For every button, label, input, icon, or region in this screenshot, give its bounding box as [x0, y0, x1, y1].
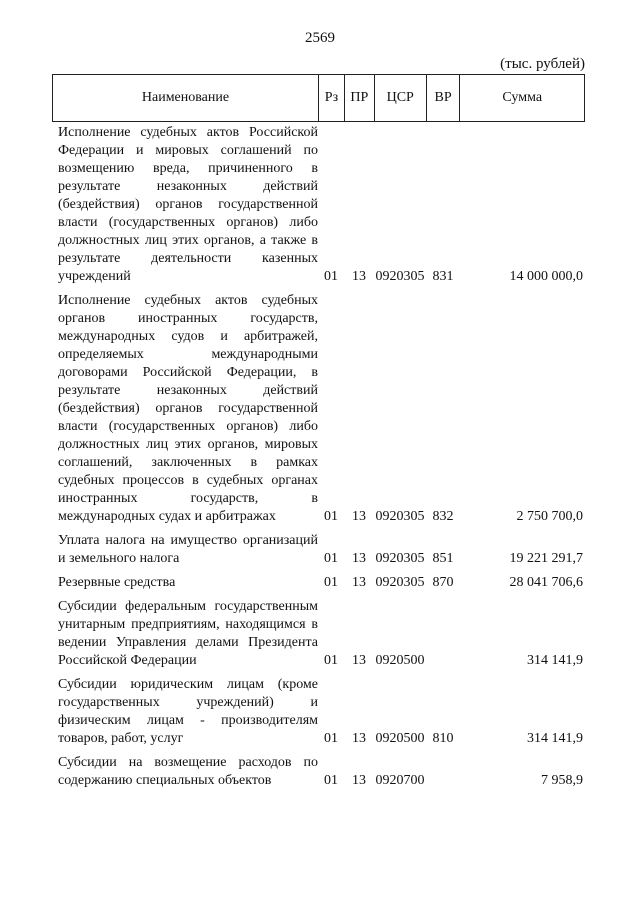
table-row — [52, 676, 585, 748]
row-name: Резервные средства — [58, 575, 176, 590]
row-rz: 01 — [324, 269, 338, 284]
row-pr: 13 — [352, 575, 366, 590]
row-rz: 01 — [324, 773, 338, 788]
table-row — [52, 124, 585, 286]
row-vr: 810 — [432, 731, 454, 746]
row-csr: 0920700 — [375, 773, 425, 788]
table-row — [52, 754, 585, 790]
header-rz: Рз — [318, 75, 344, 121]
row-pr: 13 — [352, 653, 366, 668]
row-vr: 870 — [432, 575, 454, 590]
row-rz: 01 — [324, 575, 338, 590]
row-sum: 28 041 706,6 — [509, 575, 583, 590]
row-sum: 314 141,9 — [527, 731, 583, 746]
table-row — [52, 532, 585, 568]
row-rz: 01 — [324, 509, 338, 524]
row-pr: 13 — [352, 731, 366, 746]
row-vr: 832 — [432, 509, 454, 524]
row-csr: 0920305 — [375, 269, 425, 284]
row-csr: 0920500 — [375, 653, 425, 668]
row-sum: 7 958,9 — [541, 773, 583, 788]
table-header — [52, 74, 585, 122]
table-row — [52, 574, 585, 592]
header-sum: Сумма — [459, 75, 584, 121]
row-csr: 0920305 — [375, 509, 425, 524]
table-row — [52, 598, 585, 670]
row-name: Исполнение судебных актов Российской Федерации и мировых соглашений по возмещению вреда, причиненного в результате незаконных действий (бездействия) органов государственной власти (государственных органов) либо должностных лиц этих органов, а также в результате деятельности казенных учреждений — [58, 125, 318, 284]
header-csr: ЦСР — [374, 75, 426, 121]
row-vr: 831 — [432, 269, 454, 284]
row-pr: 13 — [352, 551, 366, 566]
row-name: Субсидии юридическим лицам (кроме государственных учреждений) и физическим лицам - производителям товаров, работ, услуг — [58, 677, 318, 746]
row-rz: 01 — [324, 653, 338, 668]
row-name: Исполнение судебных актов судебных органов иностранных государств, международных судов и арбитражей, определяемых международными договорами Российской Федерации, в результате незаконных действий (бездействия) органов государственной власти (государственных органов) либо должностных лиц этих органов, мировых соглашений, заключенных в рамках судебных процессов в судебных органах иностранных государств, в международных судах и арбитражах — [58, 293, 318, 524]
table-row — [52, 292, 585, 526]
header-name: Наименование — [141, 90, 230, 105]
header-vr: ВР — [426, 75, 460, 121]
row-rz: 01 — [324, 551, 338, 566]
row-pr: 13 — [352, 509, 366, 524]
table-body — [52, 124, 585, 796]
row-vr: 851 — [432, 551, 454, 566]
row-sum: 2 750 700,0 — [516, 509, 583, 524]
row-rz: 01 — [324, 731, 338, 746]
row-csr: 0920305 — [375, 551, 425, 566]
row-name: Субсидии федеральным государственным унитарным предприятиям, находящимся в ведении Управления делами Президента Российской Федерации — [58, 599, 318, 668]
units-label: (тыс. рублей) — [500, 56, 585, 72]
row-pr: 13 — [352, 773, 366, 788]
row-sum: 314 141,9 — [527, 653, 583, 668]
page-number: 2569 — [305, 30, 335, 46]
row-pr: 13 — [352, 269, 366, 284]
row-name: Субсидии на возмещение расходов по содержанию специальных объектов — [58, 755, 318, 788]
header-pr: ПР — [344, 75, 374, 121]
row-csr: 0920305 — [375, 575, 425, 590]
row-sum: 19 221 291,7 — [509, 551, 583, 566]
row-sum: 14 000 000,0 — [509, 269, 583, 284]
row-csr: 0920500 — [375, 731, 425, 746]
row-name: Уплата налога на имущество организаций и земельного налога — [58, 533, 318, 566]
